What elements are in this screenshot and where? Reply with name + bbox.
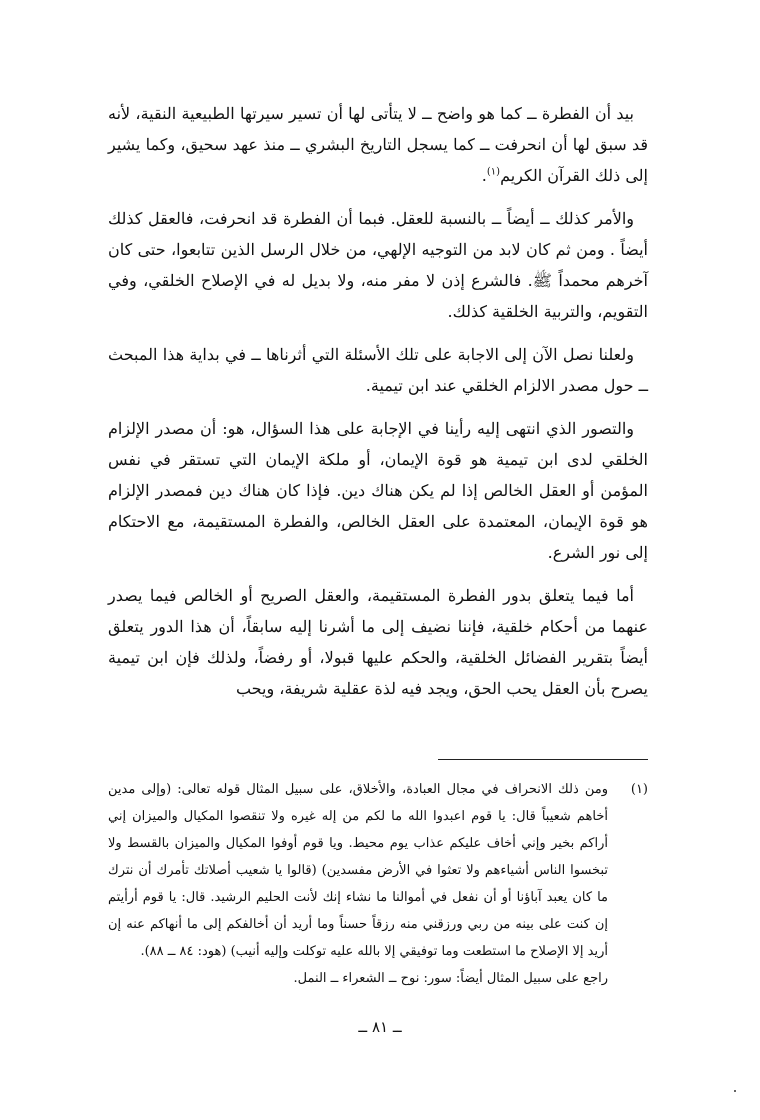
paragraph-1 xyxy=(108,98,648,191)
paragraph-1-text: بيد أن الفطرة ــ كما هو واضح ــ لا يتأتى لها أن تسير سيرتها الطبيعية النقية، لأنه قد سبق لها أن انحرفت ــ كما يسجل التاريخ البشري ــ منذ عهد سحيق، وكما يشير إلى ذلك القرآن الكريم xyxy=(108,104,648,185)
paragraph-1-end: . xyxy=(481,166,487,185)
scan-speck xyxy=(734,1090,736,1092)
footnote-body: ومن ذلك الانحراف في مجال العبادة، والأخلاق، على سبيل المثال قوله تعالى: (وإلى مدين أخاهم شعيباً قال: يا قوم اعبدوا الله ما لكم من إله غيره ولا تنقصوا المكيال والميزان إني أراكم بخير وإني أخاف عليكم عذاب يوم محيط. ويا قوم أوفوا المكيال والميزان بالقسط ولا تبخسوا الناس أشياءهم ولا تعثوا في الأرض مفسدين) (قالوا يا شعيب أصلاتك تأمرك أن نترك ما كان يعبد آباؤنا أو أن نفعل في أموالنا ما نشاء إنك لأنت الحليم الرشيد. قال: يا قوم أرأيتم إن كنت على بينه من ربي ورزقني منه رزقاً حسناً وما أريد أن أخالفكم إلى ما أنهاكم عنه إن أريد إلا الإصلاح ما استطعت وما توفيقي إلا بالله عليه توكلت وإليه أنيب) (هود: ٨٤ ــ ٨٨). xyxy=(108,782,608,959)
page-number: ــ ٨١ ــ xyxy=(358,1018,402,1036)
paragraph-4: والتصور الذي انتهى إليه رأينا في الإجابة على هذا السؤال، هو: أن مصدر الإلزام الخلقي لدى ابن تيمية هو قوة الإيمان، أو ملكة الإيمان التي تستقر في نفس المؤمن أو العقل الخالص إذا لم يكن هناك دين. فإذا كان هناك دين فمصدر الإلزام هو قوة الإيمان، المعتمدة على العقل الخالص، والفطرة المستقيمة، مع الاحتكام إلى نور الشرع. xyxy=(108,419,648,562)
footnotes xyxy=(108,776,648,992)
paragraph-3: ولعلنا نصل الآن إلى الاجابة على تلك الأسئلة التي أثرناها ــ في بداية هذا المبحث ــ حول مصدر الالزام الخلقي عند ابن تيمية. xyxy=(108,345,648,395)
footnote-separator xyxy=(438,759,648,760)
footnote-number: (١) xyxy=(630,782,648,797)
paragraph-5: أما فيما يتعلق بدور الفطرة المستقيمة، والعقل الصريح أو الخالص فيما يصدر عنهما من أحكام خلقية، فإننا نضيف إلى ما أشرنا إليه سابقاً، أن هذا الدور يتعلق أيضاً بتقرير الفضائل الخلقية، والحكم عليها قبولا، أو رفضاً، ولذلك فإن ابن تيمية يصرح بأن العقل يحب الحق، ويجد فيه لذة عقلية شريفة، ويحب xyxy=(108,586,648,698)
main-text xyxy=(108,98,648,716)
footnote-reference: (١) xyxy=(486,166,501,178)
footnote-extra: راجع على سبيل المثال أيضاً: سور: نوح ــ الشعراء ــ النمل. xyxy=(293,971,608,986)
paragraph-2: والأمر كذلك ــ أيضاً ــ بالنسبة للعقل. فبما أن الفطرة قد انحرفت، فالعقل كذلك أيضاً . ومن ثم كان لابد من التوجيه الإلهي، من خلال الرسل الذين تتابعوا، حتى كان آخرهم محمداً ﷺ. فالشرع إذن لا مفر منه، ولا بديل له في الإصلاح الخلقي، وفي التقويم، والتربية الخلقية كذلك. xyxy=(108,209,648,321)
footnote-text xyxy=(108,776,608,965)
footnote-1 xyxy=(108,776,648,965)
